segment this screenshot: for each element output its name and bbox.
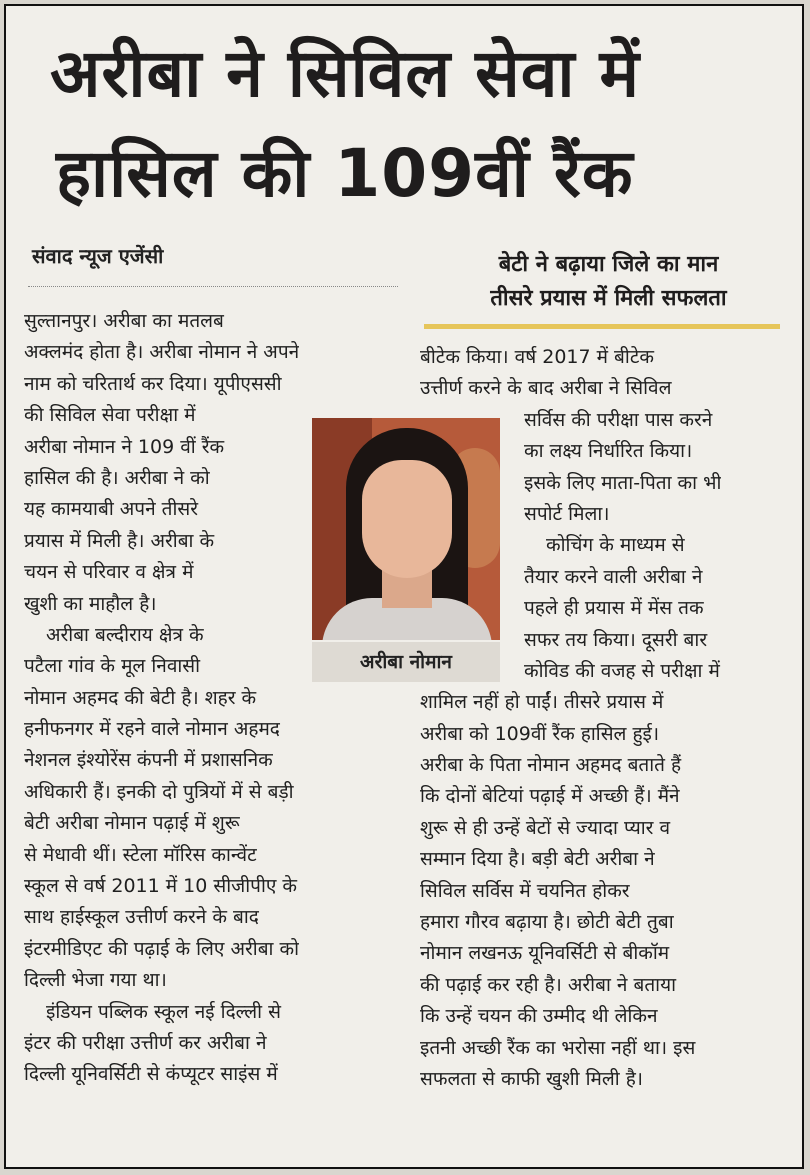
article-line: नेशनल इंश्योरेंस कंपनी में प्रशासनिक: [24, 749, 273, 772]
subheading: [426, 248, 791, 316]
article-line: पहले ही प्रयास में मेंस तक: [524, 597, 704, 620]
article-line: चयन से परिवार व क्षेत्र में: [24, 561, 194, 584]
article-line: कोविड की वजह से परीक्षा में: [524, 659, 720, 682]
byline-divider: [28, 286, 398, 287]
article-line: स्कूल से वर्ष 2011 में 10 सीजीपीए के: [24, 875, 298, 898]
subheading-line-2: तीसरे प्रयास में मिली सफलता: [490, 286, 727, 311]
article-line: इंटर की परीक्षा उत्तीर्ण कर अरीबा ने: [24, 1031, 267, 1054]
article-line: सम्मान दिया है। बड़ी बेटी अरीबा ने: [420, 848, 655, 871]
article-line: की पढ़ाई कर रही है। अरीबा ने बताया: [420, 973, 677, 996]
right-column: [420, 342, 721, 1095]
article-line: साथ हाईस्कूल उत्तीर्ण करने के बाद: [24, 906, 259, 929]
photo-caption: अरीबा नोमान: [312, 642, 500, 682]
article-line: इंडियन पब्लिक स्कूल नई दिल्ली से: [46, 1000, 281, 1023]
subheading-underline: [424, 324, 780, 329]
article-line: अरीबा नोमान ने 109 वीं रैंक: [24, 435, 225, 458]
article-line: अक्लमंद होता है। अरीबा नोमान ने अपने: [24, 341, 300, 364]
article-line: इतनी अच्छी रैंक का भरोसा नहीं था। इस: [420, 1036, 696, 1059]
article-line: बेटी अरीबा नोमान पढ़ाई में शुरू: [24, 812, 240, 835]
article-line: से मेधावी थीं। स्टेला मॉरिस कान्वेंट: [24, 843, 257, 866]
subheading-line-1: बेटी ने बढ़ाया जिले का मान: [498, 252, 719, 277]
article-line: सुल्तानपुर। अरीबा का मतलब: [24, 310, 224, 332]
article-line: हमारा गौरव बढ़ाया है। छोटी बेटी तुबा: [420, 911, 674, 934]
article-line: सपोर्ट मिला।: [524, 502, 610, 525]
article-line: का लक्ष्य निर्धारित किया।: [524, 440, 693, 463]
article-line: अरीबा के पिता नोमान अहमद बताते हैं: [420, 754, 682, 777]
article-line: शुरू से ही उन्हें बेटों से ज्यादा प्यार व: [420, 816, 671, 839]
article-line: यह कामयाबी अपने तीसरे: [24, 498, 199, 521]
headline-line-1: अरीबा ने सिविल सेवा में: [50, 35, 640, 112]
article-line: सर्विस की परीक्षा पास करने: [524, 408, 713, 431]
article-line: अरीबा को 109वीं रैंक हासिल हुई।: [420, 722, 660, 745]
left-column: [24, 306, 299, 1091]
article-line: अधिकारी हैं। इनकी दो पुत्रियों में से बड़ी: [24, 780, 294, 803]
article-line: की सिविल सेवा परीक्षा में: [24, 404, 196, 427]
article-line: नोमान लखनऊ यूनिवर्सिटी से बीकॉम: [420, 942, 670, 965]
article-line: अरीबा बल्दीराय क्षेत्र के: [46, 623, 204, 646]
article-line: हनीफनगर में रहने वाले नोमान अहमद: [24, 718, 280, 741]
article-line: कोचिंग के माध्यम से: [546, 534, 685, 557]
article-line: खुशी का माहौल है।: [24, 592, 157, 615]
article-line: कि दोनों बेटियां पढ़ाई में अच्छी हैं। मैंने: [420, 785, 680, 808]
article-line: पटैला गांव के मूल निवासी: [24, 655, 201, 678]
headline-line-2: हासिल की 109वीं रैंक: [56, 135, 634, 212]
article-line: बीटेक किया। वर्ष 2017 में बीटेक: [420, 346, 654, 368]
article-line: दिल्ली यूनिवर्सिटी से कंप्यूटर साइंस में: [24, 1063, 278, 1086]
article-line: सफर तय किया। दूसरी बार: [524, 628, 708, 651]
article-line: नाम को चरितार्थ कर दिया। यूपीएससी: [24, 372, 282, 395]
article-line: सिविल सर्विस में चयनित होकर: [420, 879, 630, 902]
article-line: तैयार करने वाली अरीबा ने: [524, 565, 703, 588]
article-line: उत्तीर्ण करने के बाद अरीबा ने सिविल: [420, 377, 672, 400]
article-line: प्रयास में मिली है। अरीबा के: [24, 529, 215, 552]
article-line: दिल्ली भेजा गया था।: [24, 969, 167, 992]
article-line: कि उन्हें चयन की उम्मीद थी लेकिन: [420, 1005, 658, 1028]
newspaper-clipping: [4, 4, 804, 1169]
byline: संवाद न्यूज एजेंसी: [32, 244, 164, 268]
article-line: हासिल की है। अरीबा ने को: [24, 466, 210, 489]
article-line: नोमान अहमद की बेटी है। शहर के: [24, 686, 257, 709]
article-line: इंटरमीडिएट की पढ़ाई के लिए अरीबा को: [24, 937, 300, 960]
article-line: शामिल नहीं हो पाईं। तीसरे प्रयास में: [420, 691, 664, 714]
article-line: इसके लिए माता-पिता का भी: [524, 471, 722, 494]
article-line: सफलता से काफी खुशी मिली है।: [420, 1067, 644, 1090]
